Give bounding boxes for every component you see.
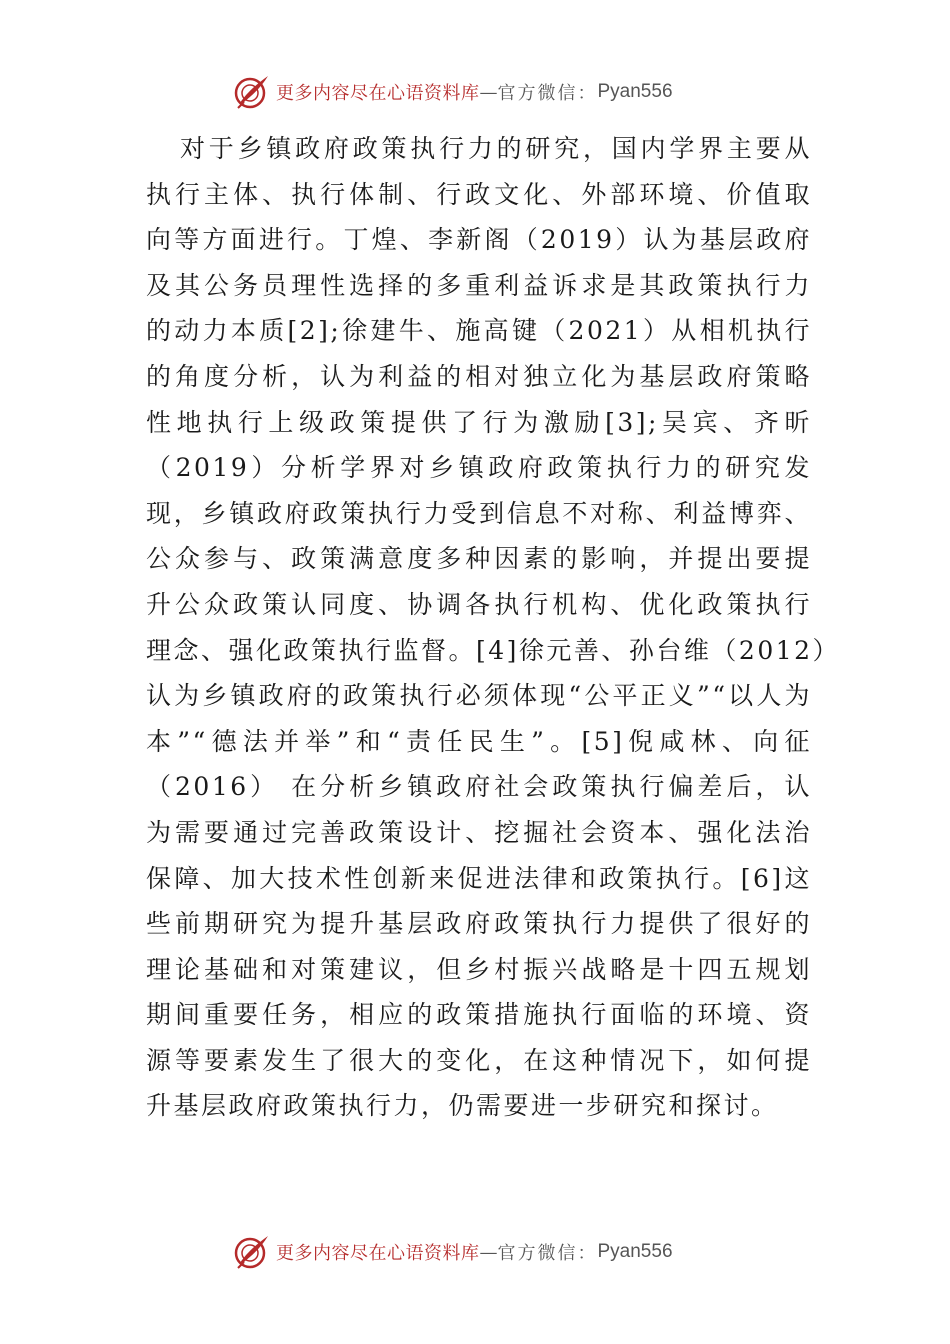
text-line: 认为乡镇政府的政策执行必须体现“公平正义”“以人为 <box>146 681 812 711</box>
text-line: 源等要素发生了很大的变化，在这种情况下，如何提 <box>146 1045 812 1075</box>
footer-banner <box>232 1232 752 1272</box>
header-wechat-id: Pyan556 <box>597 81 673 102</box>
footer-dash: — <box>479 1241 498 1263</box>
footer-brand: 更多内容尽在心语资料库 <box>276 1243 480 1264</box>
body-paragraph <box>146 126 841 1129</box>
text-line: 执行主体、执行体制、行政文化、外部环境、价值取 <box>146 179 812 209</box>
text-line: 理念、强化政策执行监督。[4]徐元善、孙台维（2012） <box>146 635 841 665</box>
text-line: 及其公务员理性选择的多重利益诉求是其政策执行力 <box>146 270 812 300</box>
text-line: 现，乡镇政府政策执行力受到信息不对称、利益博弈、 <box>146 498 812 528</box>
text-line: 的角度分析，认为利益的相对独立化为基层政府策略 <box>146 361 812 391</box>
header-brand: 更多内容尽在心语资料库 <box>276 83 480 104</box>
text-line: 本”“德法并举”和“责任民生”。[5]倪咸林、向征 <box>146 726 812 756</box>
text-line: 理论基础和对策建议，但乡村振兴战略是十四五规划 <box>146 954 812 984</box>
header-dash: — <box>479 81 498 103</box>
text-line: 公众参与、政策满意度多种因素的影响，并提出要提 <box>146 544 812 574</box>
text-line: 的动力本质[2];徐建牛、施高键（2021）从相机执行 <box>146 316 812 346</box>
text-line: 对于乡镇政府政策执行力的研究，国内学界主要从 <box>180 134 812 163</box>
text-line: 期间重要任务，相应的政策措施执行面临的环境、资 <box>146 1000 812 1030</box>
text-line: 升基层政府政策执行力，仍需要进一步研究和探讨。 <box>146 1091 779 1121</box>
text-line: （2016） 在分析乡镇政府社会政策执行偏差后，认 <box>146 772 812 802</box>
header-wechat-label: 官方微信： <box>497 83 598 104</box>
text-line: 性地执行上级政策提供了行为激励[3];吴宾、齐昕 <box>146 407 812 437</box>
text-line: 为需要通过完善政策设计、挖掘社会资本、强化法治 <box>146 817 812 847</box>
footer-wechat-id: Pyan556 <box>597 1241 673 1262</box>
text-line: 些前期研究为提升基层政府政策执行力提供了很好的 <box>146 909 812 939</box>
text-line: 保障、加大技术性创新来促进法律和政策执行。[6]这 <box>146 863 812 893</box>
footer-wechat-label: 官方微信： <box>497 1243 598 1264</box>
quill-logo-icon <box>232 72 272 112</box>
text-line: 向等方面进行。丁煌、李新阁（2019）认为基层政府 <box>146 225 812 255</box>
text-line: （2019）分析学界对乡镇政府政策执行力的研究发 <box>146 453 812 483</box>
quill-logo-icon <box>232 1232 272 1272</box>
text-line: 升公众政策认同度、协调各执行机构、优化政策执行 <box>146 589 812 619</box>
header-banner <box>232 72 752 112</box>
